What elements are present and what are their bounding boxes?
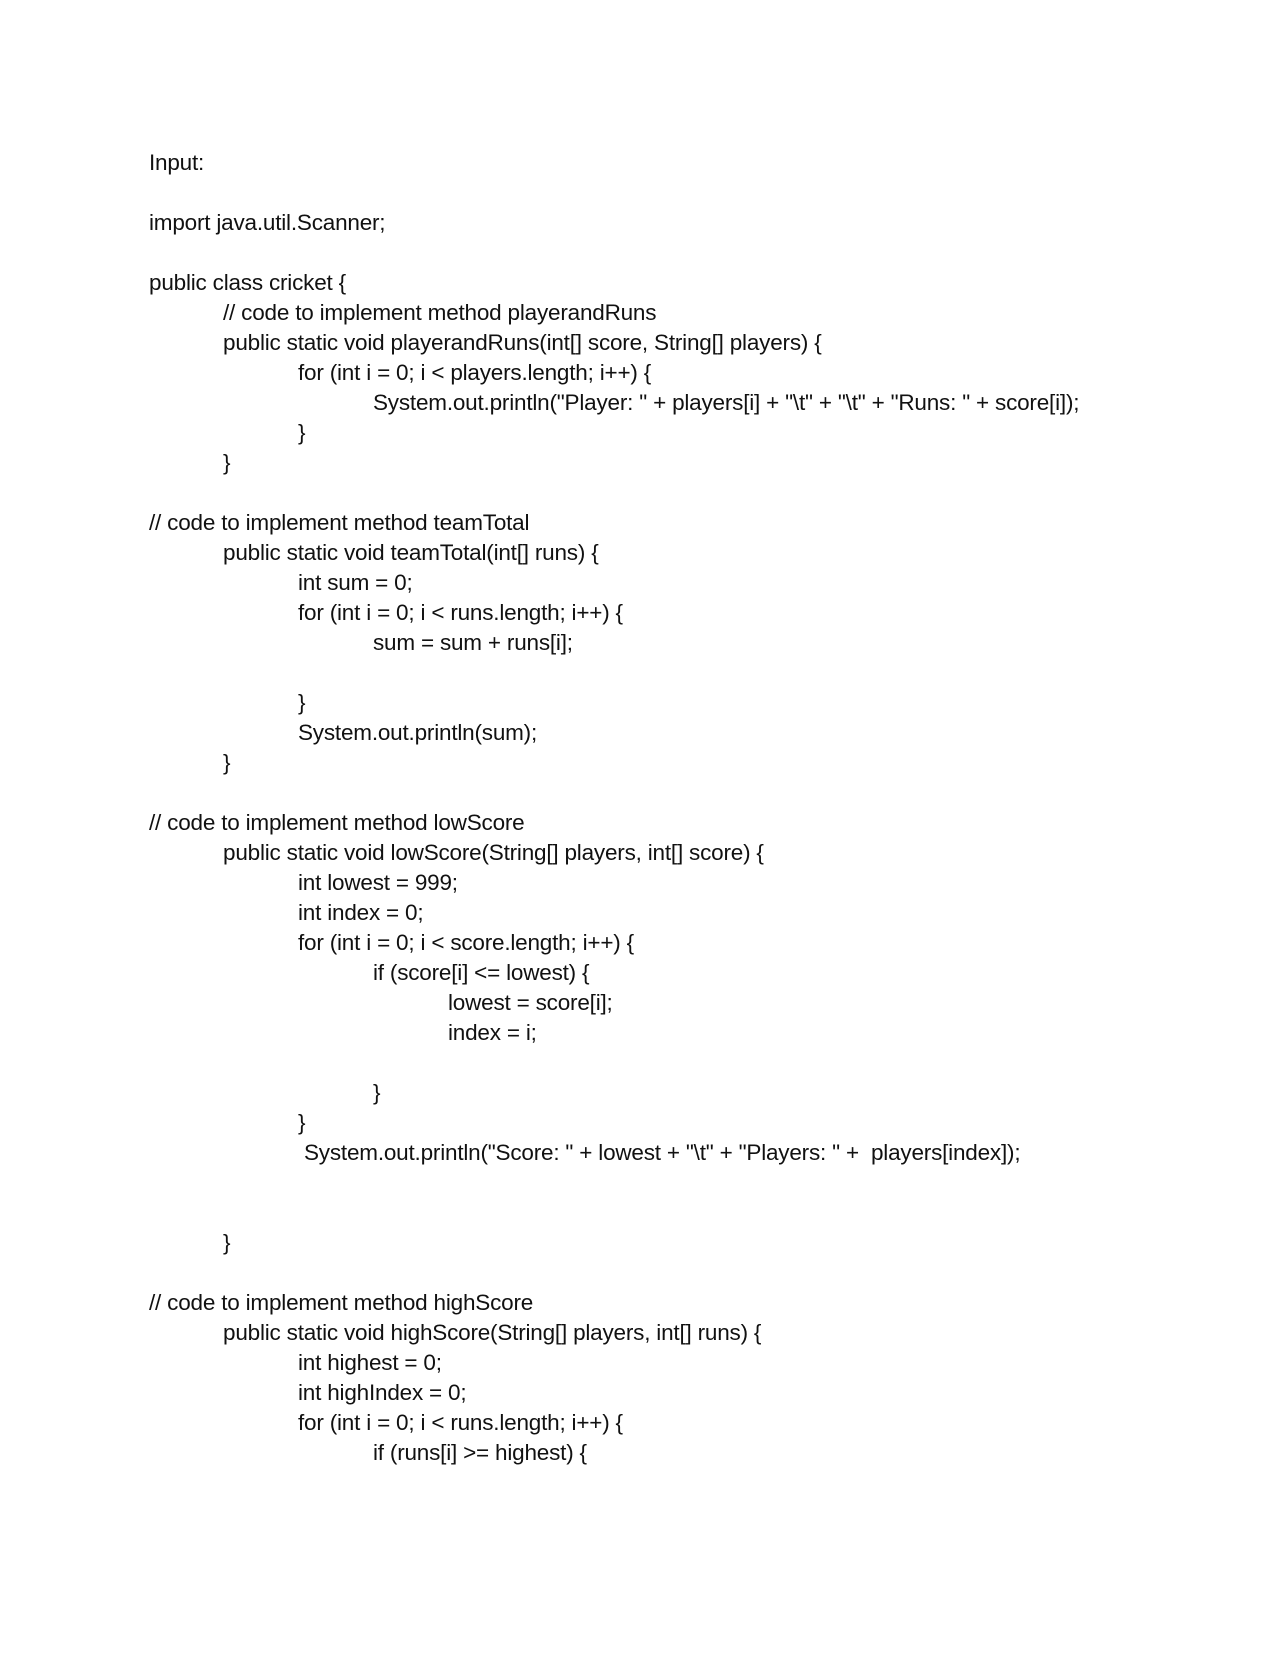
text-line: } [223, 1230, 231, 1255]
code-text-block [149, 148, 1229, 1468]
text-line: lowest = score[i]; [448, 990, 613, 1015]
text-line: } [298, 1110, 306, 1135]
blank-line [149, 1198, 1229, 1228]
text-line: // code to implement method teamTotal [149, 510, 530, 535]
text-line: System.out.println("Score: " + lowest + "\t" + "Players: " + players[index]); [304, 1140, 1021, 1165]
text-line: for (int i = 0; i < runs.length; i++) { [298, 1410, 623, 1435]
text-line: public static void lowScore(String[] players, int[] score) { [223, 840, 764, 865]
text-line: import java.util.Scanner; [149, 210, 386, 235]
text-line: int highIndex = 0; [298, 1380, 467, 1405]
text-line: Input: [149, 150, 205, 175]
text-line: public static void highScore(String[] players, int[] runs) { [223, 1320, 762, 1345]
text-line: System.out.println("Player: " + players[i] + "\t" + "\t" + "Runs: " + score[i]); [373, 390, 1080, 415]
text-line: for (int i = 0; i < score.length; i++) { [298, 930, 634, 955]
text-line: public class cricket { [149, 270, 346, 295]
text-line: for (int i = 0; i < players.length; i++) { [298, 360, 652, 385]
blank-line [149, 178, 1229, 208]
text-line: System.out.println(sum); [298, 720, 538, 745]
text-line: int sum = 0; [298, 570, 413, 595]
text-line: public static void playerandRuns(int[] score, String[] players) { [223, 330, 822, 355]
blank-line [149, 778, 1229, 808]
text-line: if (score[i] <= lowest) { [373, 960, 590, 985]
text-line: // code to implement method lowScore [149, 810, 525, 835]
text-line: } [373, 1080, 381, 1105]
text-line: sum = sum + runs[i]; [373, 630, 573, 655]
text-line: // code to implement method playerandRuns [223, 300, 657, 325]
text-line: } [298, 420, 306, 445]
blank-line [149, 1168, 1229, 1198]
text-line: int index = 0; [298, 900, 424, 925]
text-line: // code to implement method highScore [149, 1290, 534, 1315]
blank-line [149, 1048, 1229, 1078]
blank-line [149, 1258, 1229, 1288]
text-line: index = i; [448, 1020, 537, 1045]
blank-line [149, 658, 1229, 688]
text-line: int lowest = 999; [298, 870, 458, 895]
text-line: int highest = 0; [298, 1350, 442, 1375]
text-line: for (int i = 0; i < runs.length; i++) { [298, 600, 623, 625]
text-line: public static void teamTotal(int[] runs) { [223, 540, 599, 565]
text-line: } [223, 450, 231, 475]
blank-line [149, 478, 1229, 508]
text-line: if (runs[i] >= highest) { [373, 1440, 587, 1465]
text-line: } [298, 690, 306, 715]
text-line: } [223, 750, 231, 775]
blank-line [149, 238, 1229, 268]
